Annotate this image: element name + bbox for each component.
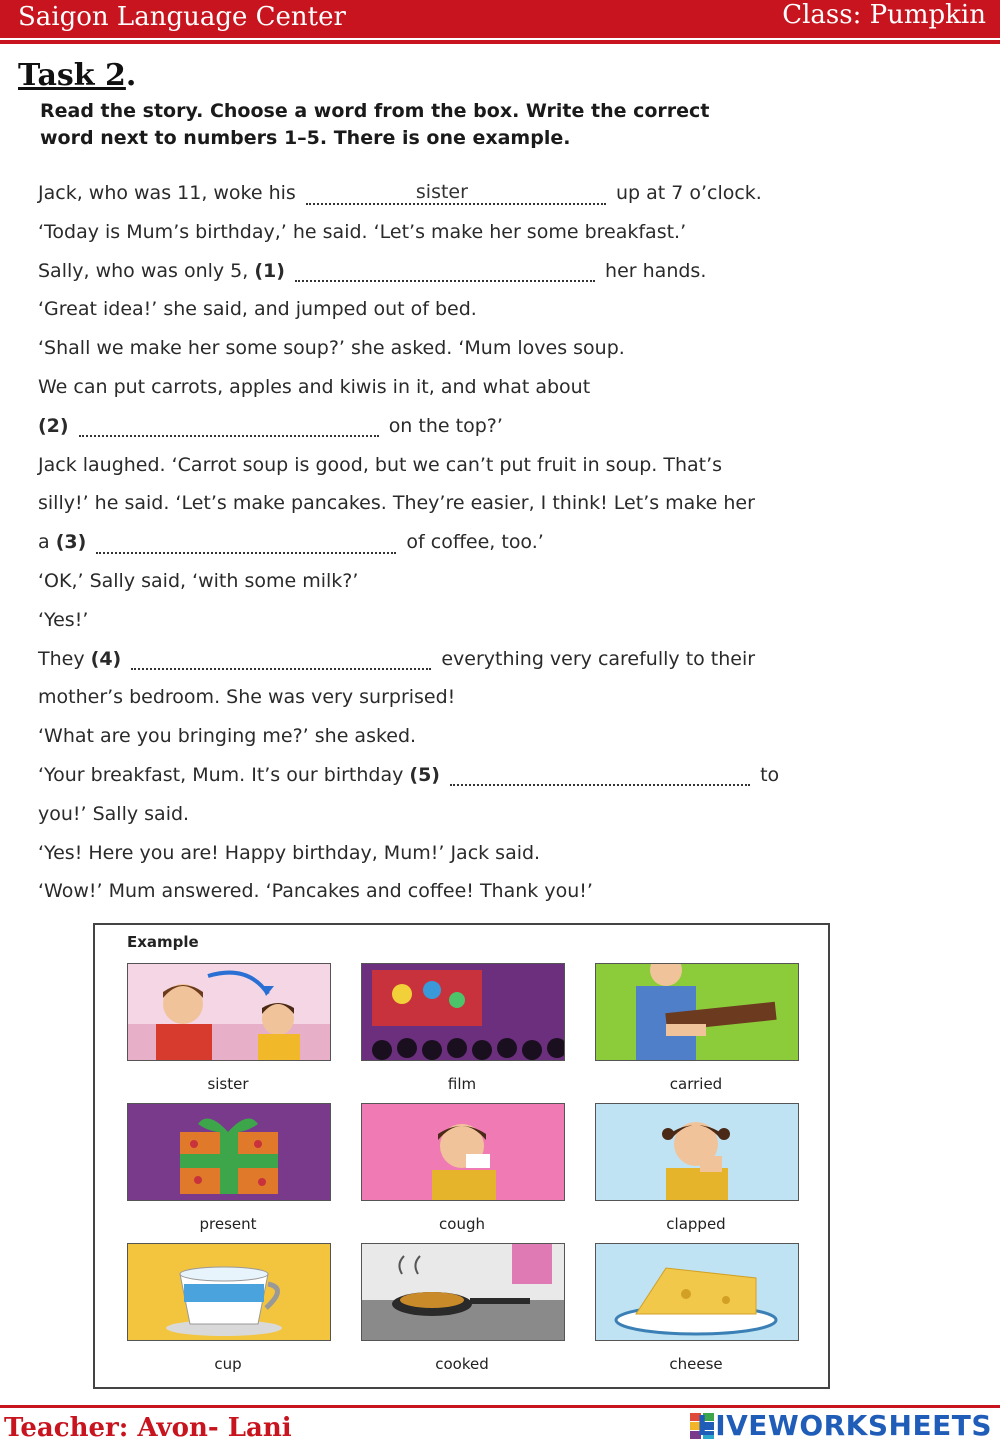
- task-title: Task 2.: [18, 58, 137, 93]
- cup-picture: [127, 1243, 331, 1341]
- story-line: ‘OK,’ Sally said, ‘with some milk?’: [38, 569, 359, 592]
- word-caption: cup: [214, 1355, 242, 1373]
- story-line: We can put carrots, apples and kiwis in it, and what about: [38, 375, 591, 398]
- story: [38, 174, 968, 911]
- story-line: They (4) everything very carefully to their: [38, 647, 756, 670]
- answer-blank-1[interactable]: [295, 260, 595, 282]
- instruction-line: word next to numbers 1–5. There is one example.: [40, 127, 571, 149]
- word-caption: present: [199, 1215, 257, 1233]
- story-line: a (3) of coffee, too.’: [38, 531, 544, 554]
- example-answer: sister: [415, 180, 468, 203]
- word-card-cup: [127, 1243, 329, 1373]
- word-caption: carried: [669, 1075, 723, 1093]
- header-bar: [0, 0, 1000, 38]
- example-blank: [306, 180, 606, 205]
- story-line: mother’s bedroom. She was very surprised!: [38, 686, 456, 709]
- story-line: ‘Today is Mum’s birthday,’ he said. ‘Let’s make her some breakfast.’: [38, 220, 687, 243]
- word-card-carried: [595, 963, 797, 1093]
- story-line: ‘Wow!’ Mum answered. ‘Pancakes and coffee! Thank you!’: [38, 880, 593, 903]
- class-label: Class: Pumpkin: [782, 0, 986, 30]
- word-card-cough: [361, 1103, 563, 1233]
- present-picture: [127, 1103, 331, 1201]
- school-name: Saigon Language Center: [18, 2, 346, 32]
- word-box: [93, 923, 830, 1389]
- word-card-sister: [127, 963, 329, 1093]
- story-line: (2) on the top?’: [38, 414, 503, 437]
- word-card-clapped: [595, 1103, 797, 1233]
- word-caption: cooked: [435, 1355, 489, 1373]
- story-line: ‘Shall we make her some soup?’ she asked. ‘Mum loves soup.: [38, 337, 625, 360]
- instructions: [40, 98, 940, 152]
- cough-picture: [361, 1103, 565, 1201]
- story-line: ‘Yes! Here you are! Happy birthday, Mum!’ Jack said.: [38, 841, 541, 864]
- answer-blank-5[interactable]: [450, 764, 750, 786]
- word-card-film: [361, 963, 563, 1093]
- answer-blank-2[interactable]: [79, 415, 379, 437]
- cooked-picture: [361, 1243, 565, 1341]
- word-caption: film: [447, 1075, 477, 1093]
- film-picture: [361, 963, 565, 1061]
- word-card-present: [127, 1103, 329, 1233]
- story-line: ‘What are you bringing me?’ she asked.: [38, 725, 417, 748]
- story-line: you!’ Sally said.: [38, 802, 190, 825]
- example-label: Example: [127, 933, 199, 951]
- footer-rule: [0, 1405, 1000, 1408]
- story-line: ‘Great idea!’ she said, and jumped out of bed.: [38, 298, 477, 321]
- word-caption: sister: [207, 1075, 249, 1093]
- instruction-line: Read the story. Choose a word from the box. Write the correct: [40, 100, 710, 122]
- story-line: ‘Yes!’: [38, 608, 89, 631]
- word-card-cheese: [595, 1243, 797, 1373]
- footer: [0, 1405, 1000, 1444]
- story-line: ‘Your breakfast, Mum. It’s our birthday (5) to: [38, 763, 780, 786]
- answer-blank-3[interactable]: [96, 532, 396, 554]
- story-line: Sally, who was only 5, (1) her hands.: [38, 259, 707, 282]
- answer-blank-4[interactable]: [131, 648, 431, 670]
- clapped-picture: [595, 1103, 799, 1201]
- cheese-picture: [595, 1243, 799, 1341]
- word-caption: cough: [439, 1215, 485, 1233]
- brand-logo[interactable]: LIVEWORKSHEETS: [696, 1409, 992, 1442]
- header-rule: [0, 40, 1000, 44]
- teacher-name: Teacher: Avon- Lani: [4, 1413, 292, 1443]
- word-card-cooked: [361, 1243, 563, 1373]
- sister-picture: [127, 963, 331, 1061]
- word-caption: clapped: [666, 1215, 726, 1233]
- carried-picture: [595, 963, 799, 1061]
- story-line: Jack, who was 11, woke his sister up at 7 o’clock.: [38, 174, 968, 213]
- story-line: silly!’ he said. ‘Let’s make pancakes. They’re easier, I think! Let’s make her: [38, 492, 755, 515]
- story-line: Jack laughed. ‘Carrot soup is good, but we can’t put fruit in soup. That’s: [38, 453, 723, 476]
- word-caption: cheese: [669, 1355, 723, 1373]
